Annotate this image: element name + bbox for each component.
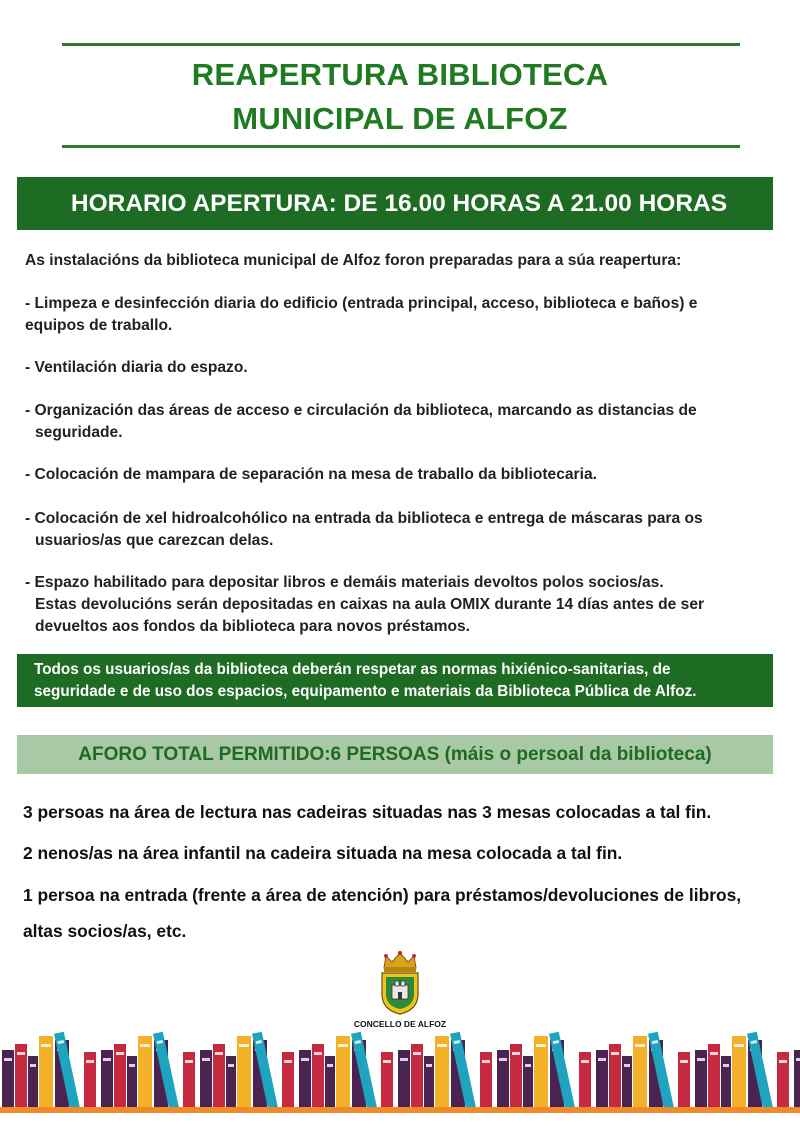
capacity-entrance-line: 1 persoa na entrada (frente a área de atención) para préstamos/devoluciones de libros, — [23, 885, 742, 905]
measure-line: devueltos aos fondos da biblioteca para novos préstamos. — [35, 618, 470, 635]
book-band — [512, 1052, 520, 1055]
book-band — [314, 1052, 322, 1055]
book-band — [697, 1058, 705, 1061]
measure-item — [25, 508, 785, 552]
measure-item — [25, 293, 785, 337]
rules-notice-banner — [17, 654, 773, 707]
coat-of-arms-icon — [376, 950, 424, 1016]
book-band — [202, 1058, 210, 1061]
book-band — [734, 1044, 744, 1047]
book-band — [611, 1052, 619, 1055]
book-band — [779, 1060, 787, 1063]
measure-line: - Limpeza e desinfección diaria do edificio (entrada principal, acceso, biblioteca e baños) e — [25, 295, 698, 312]
page-title-line-2: MUNICIPAL DE ALFOZ — [232, 101, 568, 136]
intro-paragraph: As instalacións da biblioteca municipal de Alfoz foron preparadas para a súa reapertura: — [25, 252, 682, 269]
book-band — [4, 1058, 12, 1061]
opening-hours-banner: HORARIO APERTURA: DE 16.00 HORAS A 21.00 HORAS — [17, 177, 773, 230]
measure-line: - Colocación de xel hidroalcohólico na entrada da biblioteca e entrega de máscaras para os — [25, 510, 703, 527]
measure-line: Estas devolucións serán depositadas en caixas na aula OMIX durante 14 días antes de ser — [35, 596, 705, 613]
book-band — [598, 1058, 606, 1061]
book-spine — [523, 1056, 533, 1108]
book-band — [41, 1044, 51, 1047]
book-spine — [226, 1056, 236, 1108]
measure-item — [25, 572, 785, 638]
book-band — [426, 1064, 432, 1067]
capacity-children-area: 2 nenos/as na área infantil na cadeira situada na mesa colocada a tal fin. — [23, 843, 623, 863]
book-band — [17, 1052, 25, 1055]
capacity-entrance-line: altas socios/as, etc. — [23, 921, 187, 941]
notice-line: seguridade e de uso dos espacios, equipamento e materiais da Biblioteca Pública de Alfoz. — [34, 683, 697, 700]
book-spine — [325, 1056, 335, 1108]
book-spine — [28, 1056, 38, 1108]
book-band — [437, 1044, 447, 1047]
book-band — [30, 1064, 36, 1067]
book-band — [103, 1058, 111, 1061]
page-title-line-1: REAPERTURA BIBLIOTECA — [191, 57, 609, 92]
measure-item — [25, 464, 785, 486]
book-band — [499, 1058, 507, 1061]
logo-caption: CONCELLO DE ALFOZ — [353, 1019, 447, 1029]
book-band — [525, 1064, 531, 1067]
book-band — [413, 1052, 421, 1055]
book-band — [129, 1064, 135, 1067]
book-band — [482, 1060, 490, 1063]
book-band — [635, 1044, 645, 1047]
capacity-banner: AFORO TOTAL PERMITIDO:6 PERSOAS (máis o persoal da biblioteca) — [17, 735, 773, 774]
book-band — [116, 1052, 124, 1055]
bottom-rule — [62, 145, 740, 148]
intro-text — [25, 250, 785, 272]
measure-line: equipos de traballo. — [25, 317, 173, 334]
measure-line: - Organización das áreas de acceso e circulación da biblioteca, marcando as distancias de — [25, 402, 697, 419]
book-spine — [127, 1056, 137, 1108]
notice-line: Todos os usuarios/as da biblioteca deberán respetar as normas hixiénico-sanitarias, de — [34, 661, 671, 678]
book-band — [536, 1044, 546, 1047]
book-band — [86, 1060, 94, 1063]
book-spine — [721, 1056, 731, 1108]
book-band — [239, 1044, 249, 1047]
measure-item — [25, 400, 785, 444]
book-spine — [424, 1056, 434, 1108]
book-band — [796, 1058, 800, 1061]
measure-line: - Ventilación diaria do espazo. — [25, 359, 248, 376]
book-band — [383, 1060, 391, 1063]
book-band — [400, 1058, 408, 1061]
shelf — [0, 1107, 800, 1113]
measure-line: seguridade. — [35, 424, 123, 441]
measure-line: - Espazo habilitado para depositar libros e demáis materiais devoltos polos socios/as. — [25, 574, 664, 591]
measure-line: - Colocación de mampara de separación na mesa de traballo da bibliotecaria. — [25, 466, 597, 483]
book-band — [327, 1064, 333, 1067]
bookshelf-illustration — [0, 1030, 800, 1131]
measure-line: usuarios/as que carezcan delas. — [35, 532, 274, 549]
book-band — [710, 1052, 718, 1055]
book-band — [215, 1052, 223, 1055]
book-band — [185, 1060, 193, 1063]
book-band — [624, 1064, 630, 1067]
book-band — [338, 1044, 348, 1047]
top-rule — [62, 43, 740, 46]
book-band — [284, 1060, 292, 1063]
book-spine — [622, 1056, 632, 1108]
book-band — [723, 1064, 729, 1067]
book-band — [301, 1058, 309, 1061]
book-band — [680, 1060, 688, 1063]
book-band — [228, 1064, 234, 1067]
book-band — [140, 1044, 150, 1047]
measure-item — [25, 357, 785, 379]
capacity-reading-area: 3 persoas na área de lectura nas cadeiras situadas nas 3 mesas colocadas a tal fin. — [23, 802, 712, 822]
capacity-entrance — [23, 877, 793, 949]
book-band — [581, 1060, 589, 1063]
books-pattern — [2, 1032, 800, 1110]
